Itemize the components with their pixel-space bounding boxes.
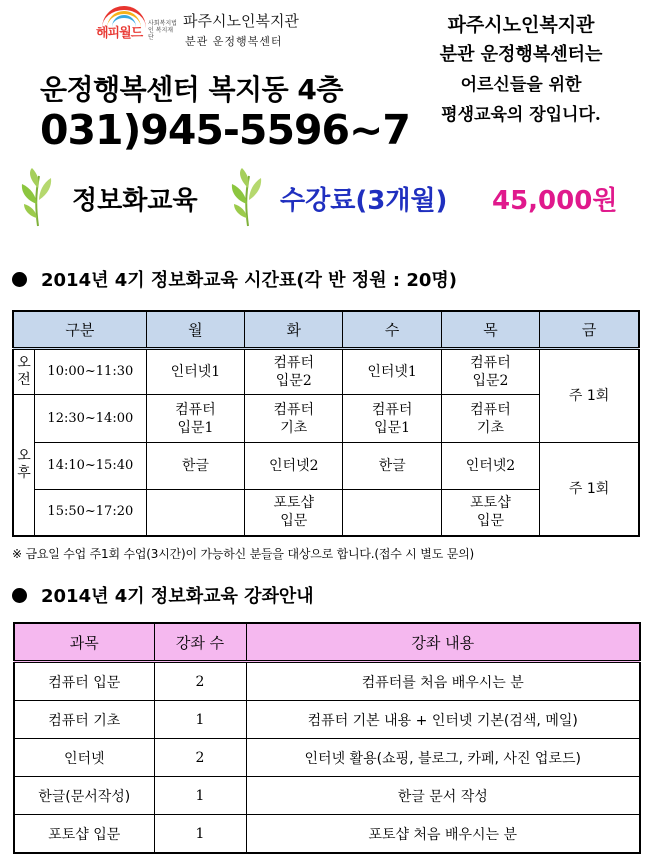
logo-corp: 사회복지법인 복지재단	[148, 20, 177, 41]
course-name: 컴퓨터 기초	[14, 701, 154, 739]
table-row	[14, 777, 640, 815]
course-count: 2	[154, 739, 246, 777]
course-content: 포토샵 처음 배우시는 분	[246, 815, 640, 854]
course-name: 한글(문서작성)	[14, 777, 154, 815]
course-content: 컴퓨터 기본 내용 + 인터넷 기본(검색, 메일)	[246, 701, 640, 739]
class-cell: 컴퓨터 기초	[441, 395, 539, 443]
class-cell: 컴퓨터 기초	[245, 395, 343, 443]
class-cell: 포토샵 입문	[441, 490, 539, 536]
time-cell: 15:50~17:20	[34, 490, 146, 536]
class-cell: 인터넷1	[146, 349, 244, 395]
phone-number: 031)945-5596~7	[40, 106, 410, 154]
class-cell: 컴퓨터 입문2	[441, 349, 539, 395]
table-row	[13, 443, 639, 490]
period-label-am: 오 전	[13, 349, 34, 395]
schedule-table	[12, 310, 640, 537]
class-cell: 인터넷2	[245, 443, 343, 490]
friday-cell: 주 1회	[540, 349, 639, 443]
org-sub: 분관 운정행복센터	[185, 35, 283, 48]
course-content: 컴퓨터를 처음 배우시는 분	[246, 662, 640, 701]
center-title: 운정행복센터 복지동 4층	[40, 73, 343, 106]
course-count: 2	[154, 662, 246, 701]
fee-amount: 45,000원	[492, 186, 618, 216]
table-row	[14, 815, 640, 854]
course-name: 인터넷	[14, 739, 154, 777]
fee-label: 수강료(3개월)	[280, 186, 448, 216]
header-cell: 강좌 내용	[246, 623, 640, 662]
course-content: 한글 문서 작성	[246, 777, 640, 815]
course-name: 컴퓨터 입문	[14, 662, 154, 701]
header-cell: 금	[540, 311, 639, 349]
class-cell: 컴퓨터 입문2	[245, 349, 343, 395]
header-cell: 월	[146, 311, 244, 349]
schedule-note: ※ 금요일 수업 주1회 수업(3시간)이 가능하신 분들을 대상으로 합니다.(접수 시 별도 문의)	[12, 547, 474, 561]
leaf-icon	[18, 166, 58, 228]
table-header-row	[14, 623, 640, 662]
schedule-heading-text: 2014년 4기 정보화교육 시간표(각 반 정원 : 20명)	[41, 270, 458, 291]
friday-cell: 주 1회	[540, 443, 639, 536]
class-cell: 인터넷2	[441, 443, 539, 490]
edu-label: 정보화교육	[72, 186, 198, 216]
class-cell: 한글	[146, 443, 244, 490]
class-cell	[146, 490, 244, 536]
table-row	[14, 662, 640, 701]
table-row	[14, 701, 640, 739]
course-count: 1	[154, 777, 246, 815]
slogan-line-2: 분관 운정행복센터는	[439, 44, 603, 65]
bullet-dot-icon	[12, 272, 27, 287]
course-heading	[12, 582, 314, 608]
slogan-line-1: 파주시노인복지관	[447, 14, 595, 36]
course-name: 포토샵 입문	[14, 815, 154, 854]
leaf-icon	[228, 166, 268, 228]
slogan-line-4: 평생교육의 장입니다.	[441, 105, 601, 125]
class-cell: 포토샵 입문	[245, 490, 343, 536]
logo-text: 해피월드	[96, 26, 143, 41]
schedule-heading	[12, 266, 457, 292]
header-cell: 수	[343, 311, 441, 349]
class-cell: 컴퓨터 입문1	[343, 395, 441, 443]
table-header-row	[13, 311, 639, 349]
course-count: 1	[154, 815, 246, 854]
header-cell: 화	[245, 311, 343, 349]
class-cell: 인터넷1	[343, 349, 441, 395]
time-cell: 12:30~14:00	[34, 395, 146, 443]
bullet-dot-icon	[12, 588, 27, 603]
table-row	[14, 739, 640, 777]
header-cell: 목	[441, 311, 539, 349]
period-label-pm: 오 후	[13, 395, 34, 536]
class-cell	[343, 490, 441, 536]
course-table	[13, 622, 641, 854]
course-count: 1	[154, 701, 246, 739]
table-row	[13, 349, 639, 395]
course-heading-text: 2014년 4기 정보화교육 강좌안내	[41, 586, 314, 607]
time-cell: 14:10~15:40	[34, 443, 146, 490]
class-cell: 한글	[343, 443, 441, 490]
header-cell: 강좌 수	[154, 623, 246, 662]
time-cell: 10:00~11:30	[34, 349, 146, 395]
header-cell: 구분	[13, 311, 146, 349]
class-cell: 컴퓨터 입문1	[146, 395, 244, 443]
slogan	[408, 10, 634, 130]
slogan-line-3: 어르신들을 위한	[460, 75, 582, 95]
org-name: 파주시노인복지관	[183, 12, 299, 30]
header-cell: 과목	[14, 623, 154, 662]
course-content: 인터넷 활용(쇼핑, 블로그, 카페, 사진 업로드)	[246, 739, 640, 777]
